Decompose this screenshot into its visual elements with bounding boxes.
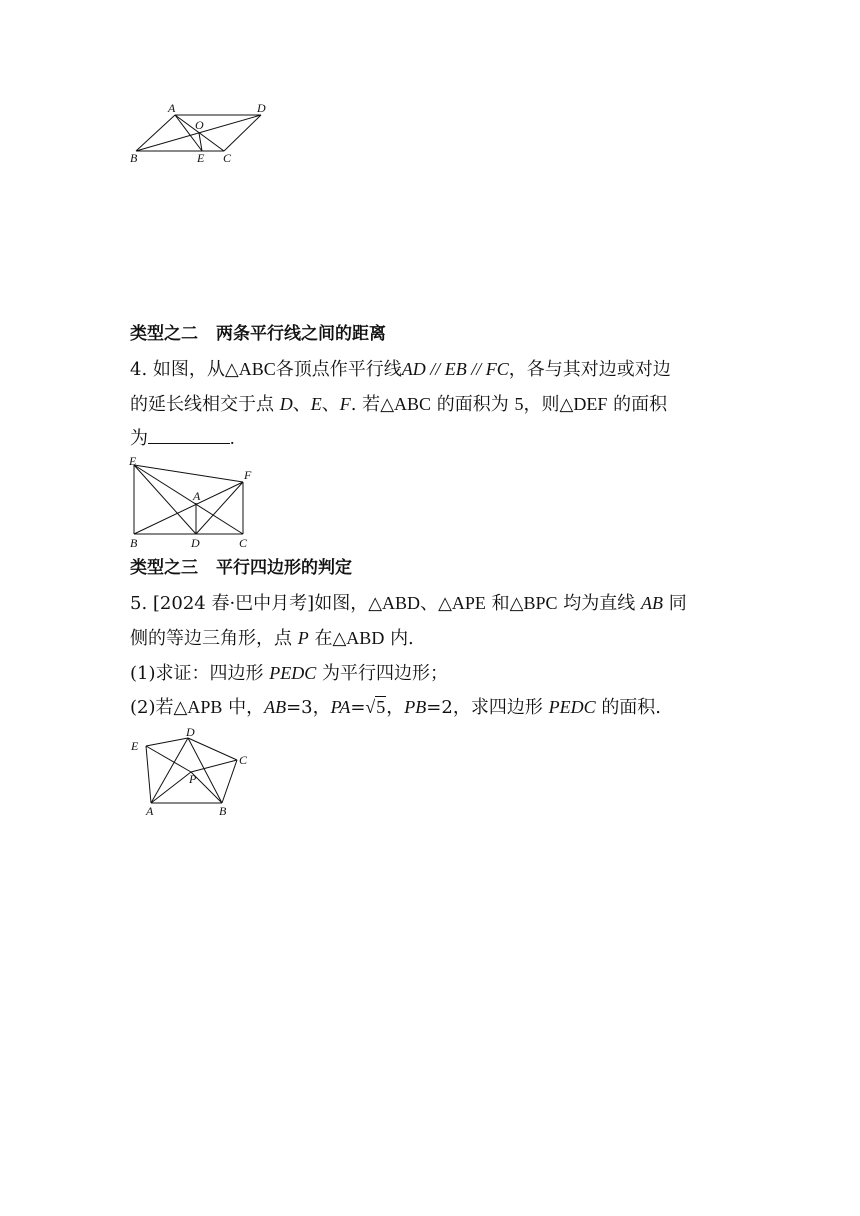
section-subtitle: 平行四边形的判定	[216, 558, 352, 578]
tri-ape: △APE	[438, 593, 486, 613]
sqrt-num: 5	[376, 697, 386, 717]
segment-bd	[188, 738, 222, 803]
line2-a: 的延长线相交于点	[130, 394, 274, 415]
tri-abc2: △ABC	[380, 394, 432, 414]
segment-ea	[146, 746, 151, 803]
label-c: C	[239, 536, 248, 550]
figure-parallelogram-abcd	[128, 100, 278, 170]
sep1: 、	[292, 394, 311, 415]
label-c: C	[239, 753, 248, 767]
problem5-line1	[130, 591, 687, 616]
segment-ep	[146, 746, 191, 772]
segment-cb	[222, 760, 237, 803]
parallels: AD // EB // FC	[401, 359, 509, 379]
segment-df	[196, 482, 243, 534]
line1-c: 同	[668, 593, 687, 614]
comma: ，	[386, 697, 405, 718]
label-a: A	[146, 804, 154, 818]
answer-blank[interactable]	[148, 427, 230, 444]
line3-end: .	[230, 428, 235, 448]
line1-b: 各顶点作平行线	[275, 359, 402, 380]
pb: PB	[404, 697, 427, 717]
label-p: P	[189, 772, 197, 786]
label-d: D	[257, 101, 266, 115]
segment-pc	[191, 760, 237, 772]
and: 和	[491, 593, 510, 614]
segment-ad	[151, 738, 188, 803]
figure-rectangle-ebcf	[128, 455, 268, 550]
section-subtitle: 两条平行线之间的距离	[216, 324, 386, 344]
eq3: =2，求四边形	[426, 697, 543, 718]
q1-b: 为平行四边形；	[321, 663, 448, 684]
problem4-line1	[130, 357, 671, 382]
section-title: 类型之二	[130, 324, 198, 344]
tri-bpc: △BPC	[509, 593, 558, 613]
line1-a: 4. 如图，从	[130, 359, 225, 380]
problem5-q1	[130, 661, 448, 686]
line2-c: 内.	[390, 628, 414, 649]
pt-p: P	[297, 628, 309, 648]
eq2: =	[350, 697, 366, 718]
problem4-line2	[130, 392, 667, 417]
tri-apb: △APB	[173, 697, 223, 717]
q2-a: (2)若	[130, 697, 174, 718]
segment-ed	[134, 465, 196, 534]
pt-f: F	[339, 394, 351, 414]
segment-dc	[188, 738, 237, 760]
label-d: D	[191, 536, 200, 550]
label-e: E	[129, 454, 137, 468]
tri-abd: △ABD	[368, 593, 421, 613]
line2-b: 在	[314, 628, 333, 649]
segment-ed	[146, 738, 188, 746]
problem5-line2	[130, 626, 414, 651]
q2-b: 中，	[228, 697, 265, 718]
sep2: 、	[321, 394, 340, 415]
line2-c: 的面积为	[436, 394, 509, 415]
pedc2: PEDC	[548, 697, 596, 717]
pa: PA	[330, 697, 351, 717]
tri-abc: △ABC	[224, 359, 276, 379]
sep1: 、	[420, 593, 439, 614]
q2-c: 的面积.	[601, 697, 662, 718]
area: 5	[514, 394, 524, 414]
label-f: F	[244, 468, 252, 482]
line2-a: 侧的等边三角形，点	[130, 628, 292, 649]
pt-d: D	[279, 394, 293, 414]
pt-e: E	[310, 394, 322, 414]
line2-e: 的面积	[613, 394, 668, 415]
pedc: PEDC	[269, 663, 317, 683]
line2-b: . 若	[350, 394, 381, 415]
segment-ef	[134, 465, 243, 482]
line1-b: 均为直线	[563, 593, 636, 614]
section-heading-3	[130, 556, 352, 580]
line1-a: 5. [2024 春·巴中月考]如图，	[130, 593, 369, 614]
label-b: B	[130, 536, 138, 550]
section-title: 类型之三	[130, 558, 198, 578]
label-c: C	[223, 151, 232, 165]
q1-a: (1)求证：四边形	[130, 663, 264, 684]
label-b: B	[130, 151, 138, 165]
line2-d: ，则	[523, 394, 560, 415]
figure-pedc	[128, 725, 258, 820]
line1-c: ，各与其对边或对边	[508, 359, 671, 380]
sqrt-five: √5	[365, 697, 386, 717]
problem4-line3	[130, 426, 235, 451]
problem5-q2	[130, 695, 661, 720]
label-b: B	[219, 804, 227, 818]
section-heading-2	[130, 322, 386, 346]
eq1: =3，	[286, 697, 331, 718]
label-d: D	[186, 725, 195, 739]
label-a: A	[168, 101, 176, 115]
tri-abd2: △ABD	[332, 628, 385, 648]
label-e: E	[197, 151, 205, 165]
label-o: O	[195, 118, 204, 132]
ab: AB	[641, 593, 663, 613]
ab-eq: AB	[264, 697, 287, 717]
segment-ap	[151, 772, 191, 803]
line3-a: 为	[130, 428, 148, 449]
tri-def: △DEF	[559, 394, 608, 414]
label-e: E	[131, 739, 139, 753]
label-a: A	[193, 489, 201, 503]
